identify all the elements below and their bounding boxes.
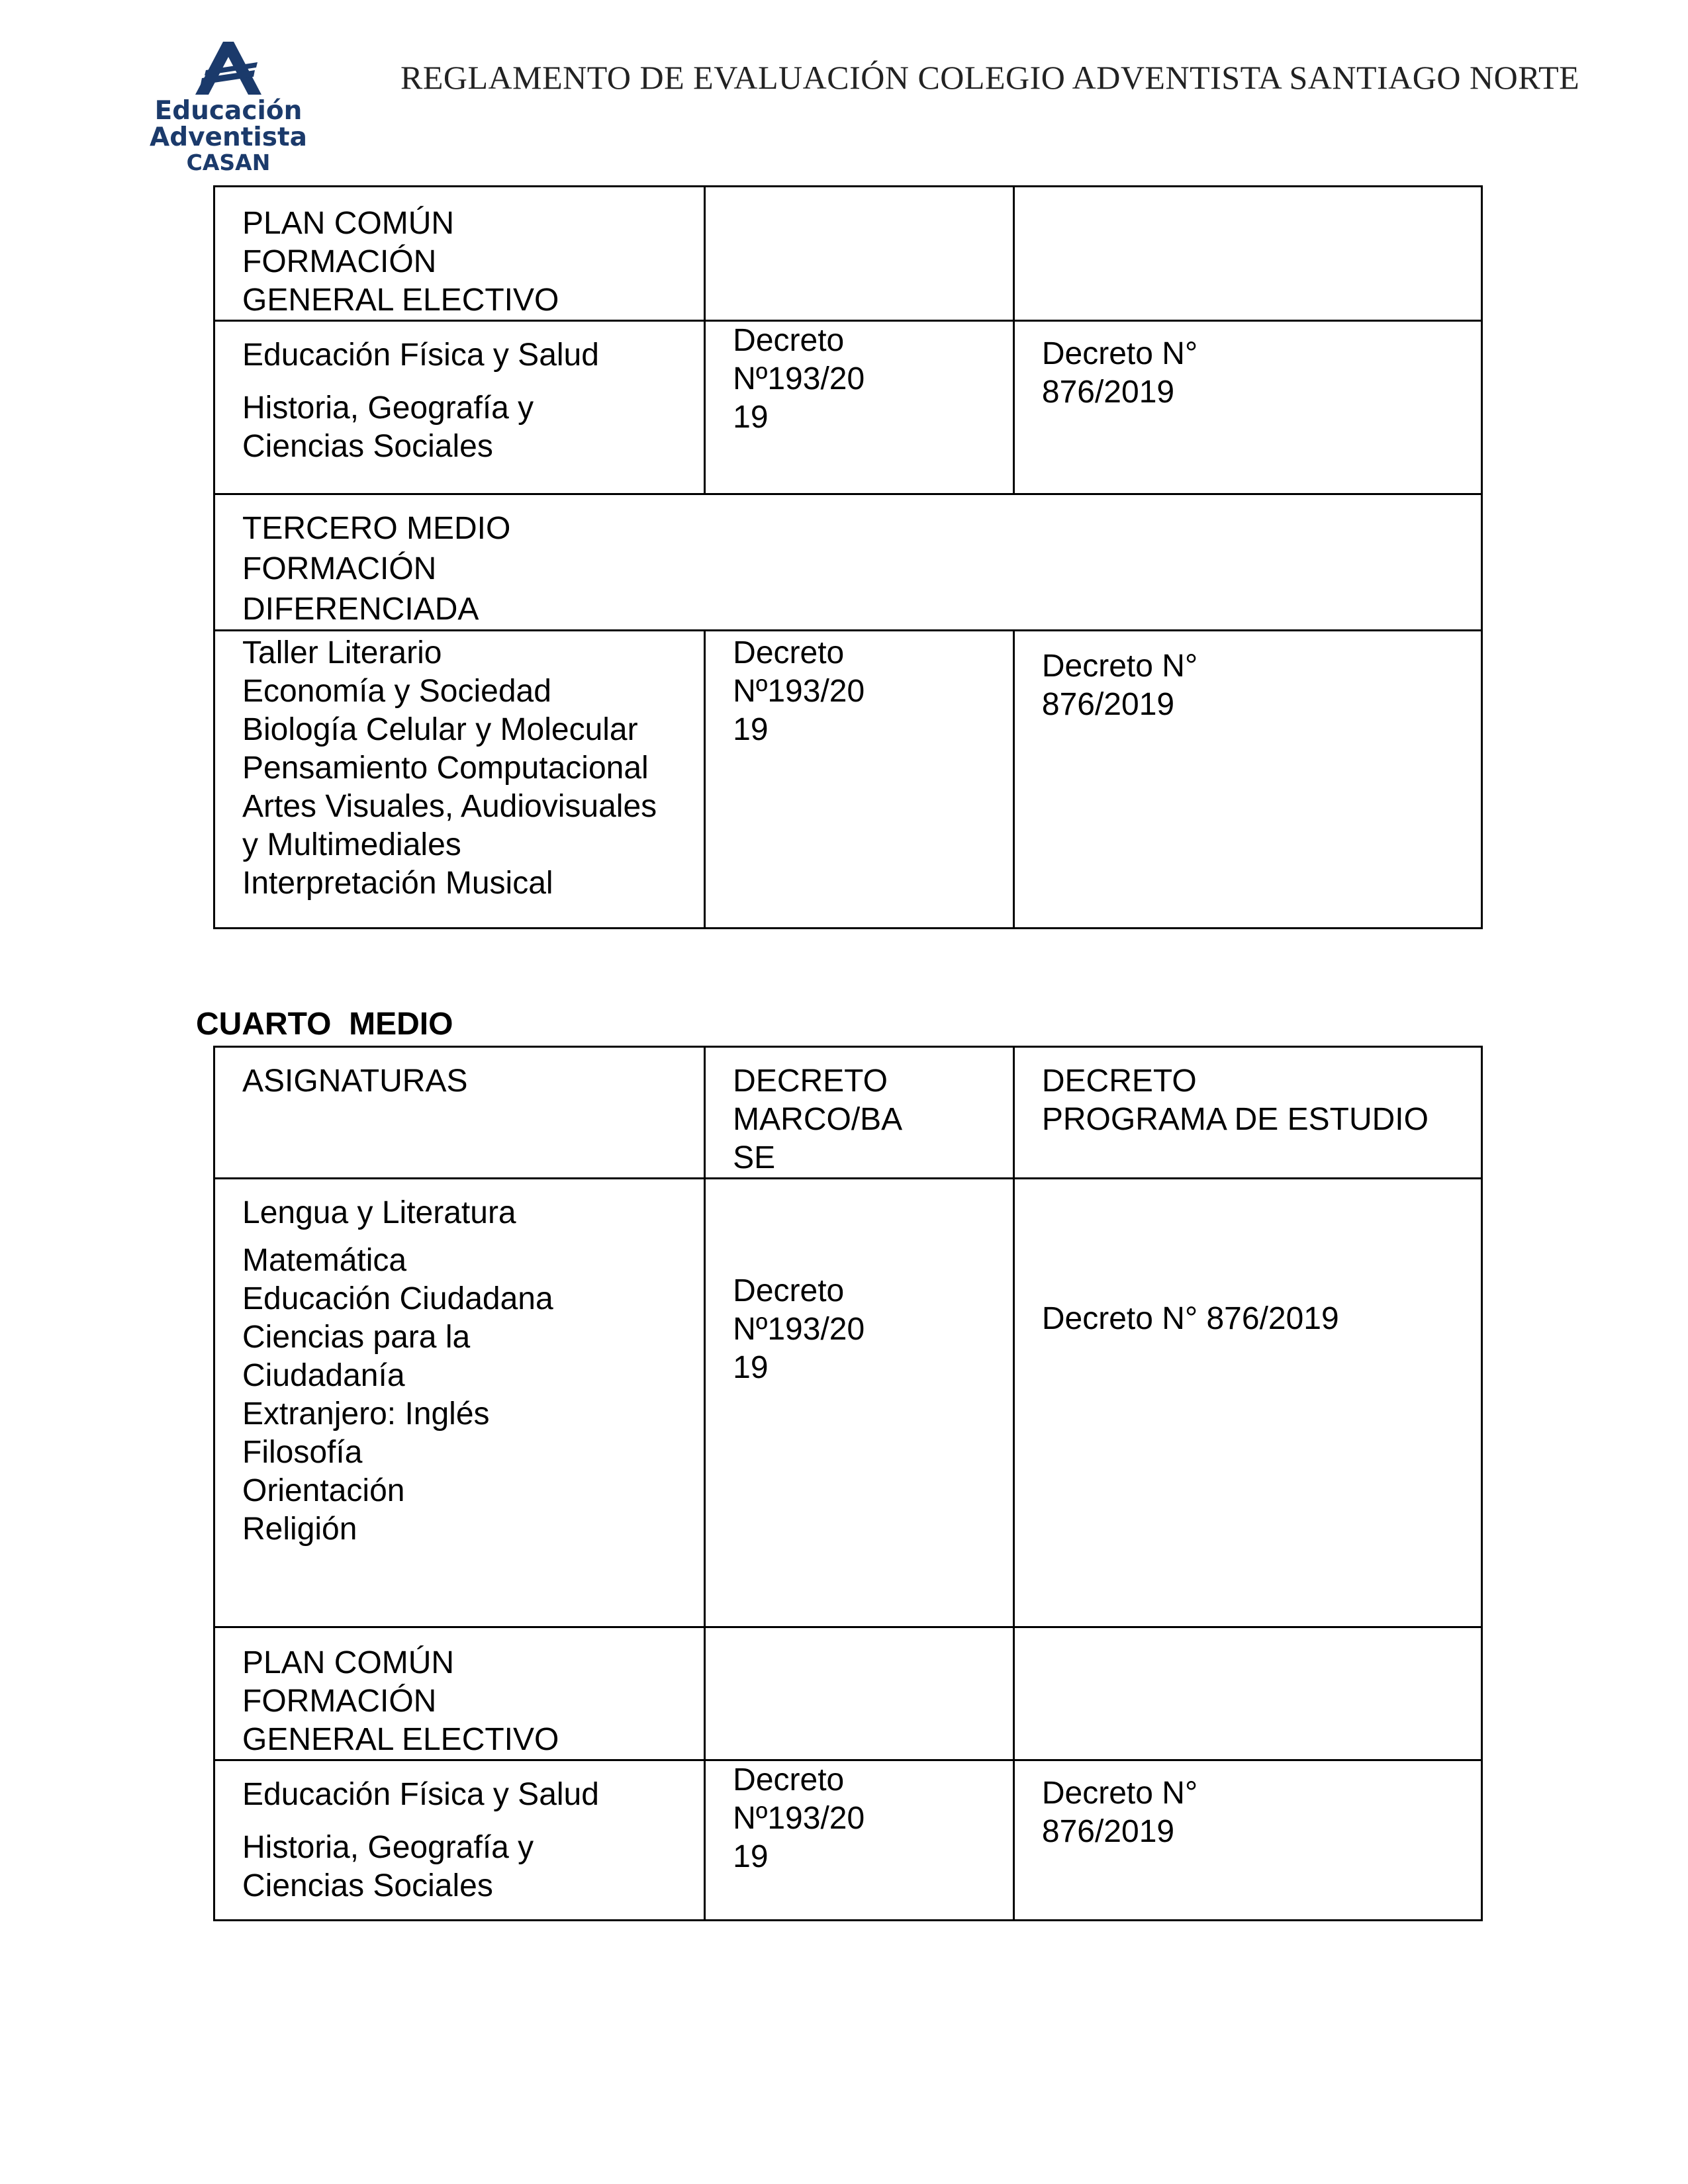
logo-line-1: Educación [154,96,303,126]
decreto-marco-text: Decreto Nº193/20 19 [733,635,865,747]
table-cell [705,1627,1014,1760]
table-cell [1013,631,1481,929]
table-cell [214,1047,705,1179]
table-cell [705,187,1014,321]
table-cell [1013,1047,1481,1179]
table-row [214,1627,1482,1760]
subject-list: Taller Literario Economía y Sociedad Biología Celular y Molecular Pensamiento Computacional Artes Visuales, Audiovisuales y Multimediales Interpretación Musical [242,635,657,901]
column-header-decreto-marco: DECRETO MARCO/BA SE [733,1064,903,1175]
table-cell [214,494,1482,631]
logo-mark-icon [189,38,268,98]
table-row [214,1760,1482,1921]
table-tercero-medio [213,185,1483,929]
table-cell [214,1627,705,1760]
table-cell [705,1760,1014,1921]
header-title: REGLAMENTO DE EVALUACIÓN COLEGIO ADVENTISTA SANTIAGO NORTE [400,59,1580,96]
table-cell [1013,187,1481,321]
plan-comun-label: PLAN COMÚN FORMACIÓN GENERAL ELECTIVO [242,1645,559,1757]
table-cell [1013,321,1481,494]
table-row [214,1047,1482,1179]
subject-text: Historia, Geografía y Ciencias Sociales [242,390,534,464]
subject-text: Lengua y Literatura [242,1195,516,1230]
decreto-programa-text: Decreto N° 876/2019 [1041,1301,1339,1336]
decreto-programa-text: Decreto N° 876/2019 [1041,336,1198,410]
decreto-marco-text: Decreto Nº193/20 19 [733,323,865,435]
table-row [214,1179,1482,1627]
decreto-programa-text: Decreto N° 876/2019 [1041,1776,1198,1849]
subject-text: Educación Física y Salud [242,338,599,373]
table-cell [1013,1760,1481,1921]
decreto-marco-text: Decreto Nº193/20 19 [733,1273,865,1385]
table-cell [214,1179,705,1627]
table-cuarto-medio [213,1046,1483,1921]
table-cell [214,321,705,494]
column-header-asignaturas: ASIGNATURAS [242,1064,468,1099]
subject-text: Historia, Geografía y Ciencias Sociales [242,1830,534,1903]
decreto-programa-text: Decreto N° 876/2019 [1041,649,1198,722]
table-cell [705,321,1014,494]
logo [132,38,324,177]
table-row [214,631,1482,929]
table-cell [214,1760,705,1921]
tercero-medio-label: TERCERO MEDIO FORMACIÓN DIFERENCIADA [242,511,511,627]
table-row [214,187,1482,321]
table-row [214,321,1482,494]
table-row [214,494,1482,631]
table-cell [1013,1627,1481,1760]
table-cell [1013,1179,1481,1627]
plan-comun-label: PLAN COMÚN FORMACIÓN GENERAL ELECTIVO [242,206,559,318]
subject-text: Educación Física y Salud [242,1777,599,1812]
section-title-cuarto-medio: CUARTO MEDIO [196,1007,453,1042]
column-header-decreto-programa: DECRETO PROGRAMA DE ESTUDIO [1041,1064,1429,1137]
logo-line-2: Adventista [150,122,307,152]
table-cell [705,631,1014,929]
table-cell [705,1047,1014,1179]
table-cell [214,631,705,929]
table-cell [214,187,705,321]
table-cell [705,1179,1014,1627]
logo-line-3: CASAN [186,150,271,175]
subject-list: Matemática Educación Ciudadana Ciencias para la Ciudadanía Extranjero: Inglés Filosofía Orientación Religión [242,1243,553,1547]
decreto-marco-text: Decreto Nº193/20 19 [733,1762,865,1874]
